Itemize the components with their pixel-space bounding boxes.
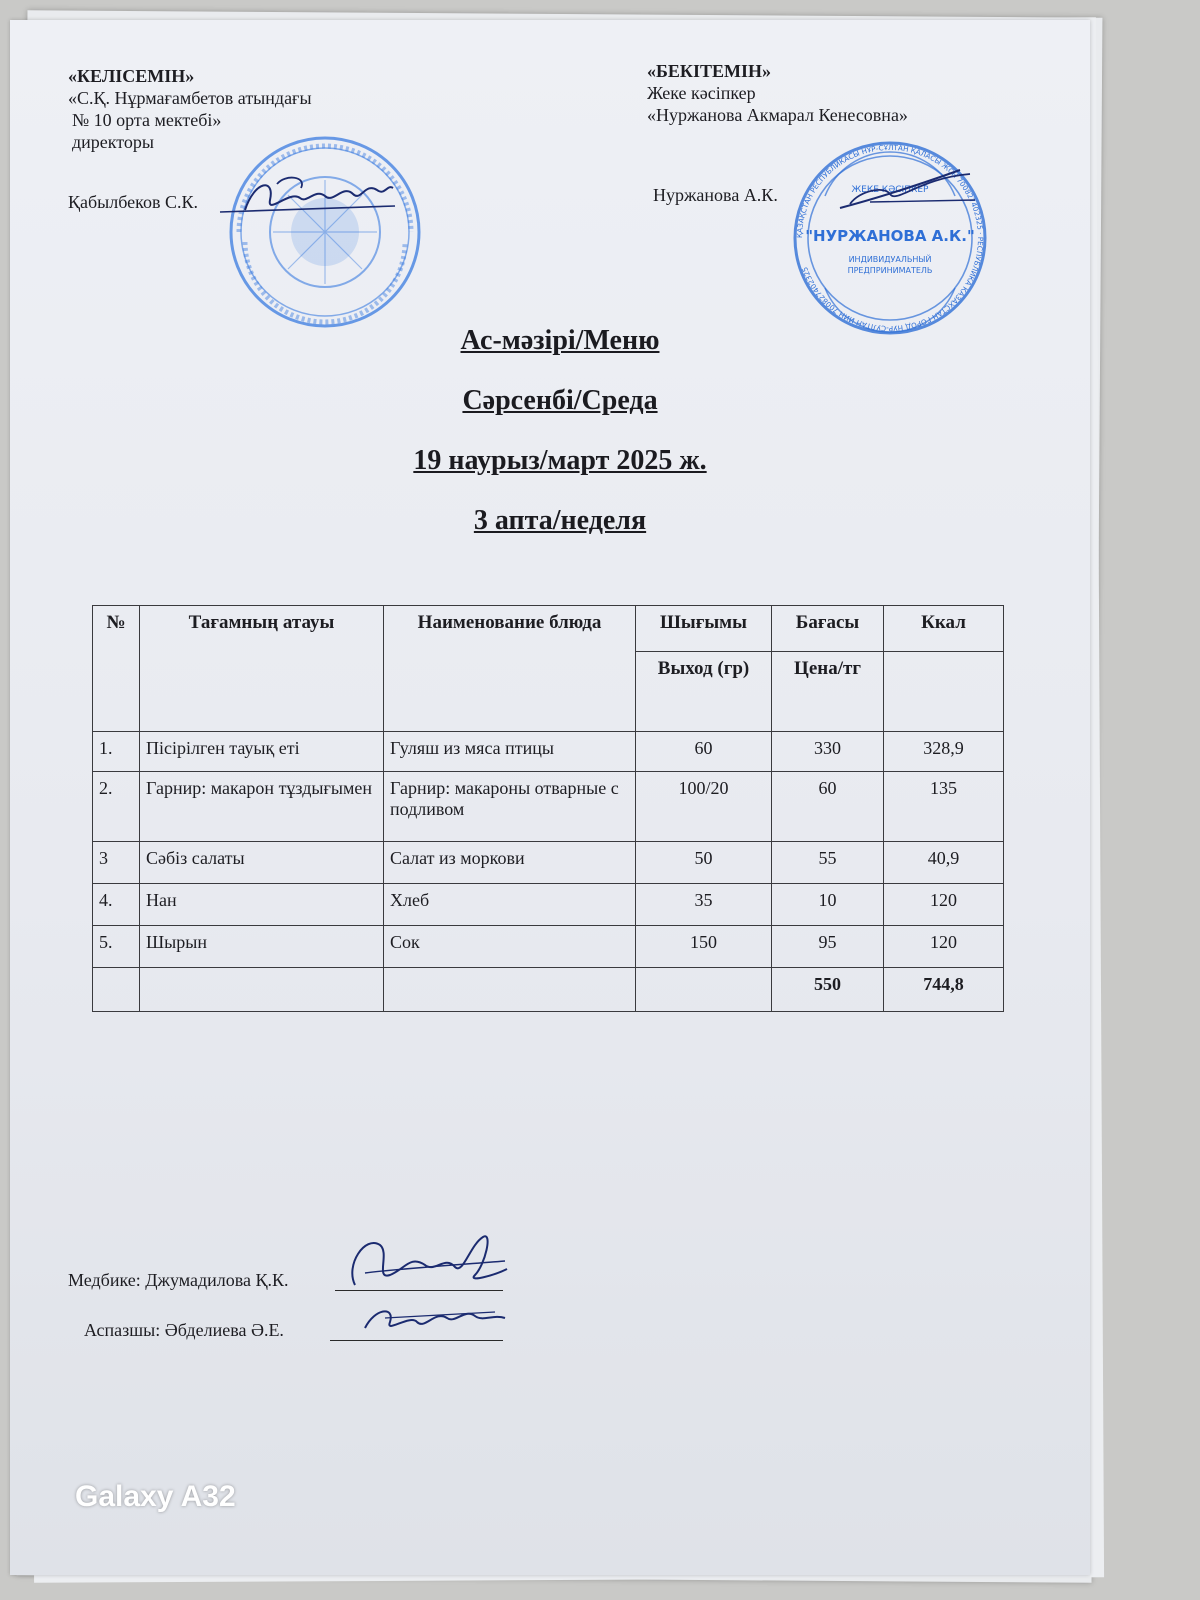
approval-right-signer: Нуржанова А.К. <box>653 185 778 205</box>
row-num: 2. <box>93 772 140 842</box>
approval-right-block <box>647 60 908 126</box>
row-num: 4. <box>93 884 140 926</box>
row-price: 10 <box>772 884 884 926</box>
row-price: 330 <box>772 732 884 772</box>
row-name-ru: Салат из моркови <box>384 842 636 884</box>
row-name-ru: Хлеб <box>384 884 636 926</box>
entrepreneur-signature-icon <box>830 160 980 220</box>
total-empty-ru <box>384 968 636 1012</box>
row-kcal: 135 <box>884 772 1004 842</box>
nurse-label: Медбике: Джумадилова Қ.К. <box>68 1270 289 1290</box>
row-name-kz: Гарнир: макарон тұздығымен <box>140 772 384 842</box>
menu-document <box>10 20 1090 1575</box>
stamp-top-text: ЖЕКЕ КӘСІПКЕР <box>851 185 929 195</box>
row-name-ru: Гарнир: макароны отварные с подливом <box>384 772 636 842</box>
total-empty-num <box>93 968 140 1012</box>
row-kcal: 120 <box>884 884 1004 926</box>
table-row <box>93 842 1004 884</box>
cook-signature-icon <box>355 1288 515 1348</box>
total-kcal: 744,8 <box>884 968 1004 1012</box>
header-kcal-sub <box>884 652 1004 732</box>
row-num: 3 <box>93 842 140 884</box>
approval-right-title: «БЕКІТЕМІН» <box>647 61 771 81</box>
header-yield: Шығымы <box>636 606 772 652</box>
row-name-kz: Пісірілген тауық еті <box>140 732 384 772</box>
approval-left-line3: директоры <box>72 132 155 152</box>
row-price: 55 <box>772 842 884 884</box>
row-num: 5. <box>93 926 140 968</box>
table-header-row <box>93 606 1004 652</box>
school-seal-icon <box>225 132 425 332</box>
row-price: 95 <box>772 926 884 968</box>
stamp-center-text: "НУРЖАНОВА А.К." <box>805 227 975 245</box>
approval-right-line2: «Нуржанова Акмарал Кенесовна» <box>647 105 908 125</box>
stamp-sub2-text: ПРЕДПРИНИМАТЕЛЬ <box>847 266 933 275</box>
stamp-ring-text: ҚАЗАҚСТАН РЕСПУБЛИКАСЫ НҰР-СҰЛТАН ҚАЛАСЫ ЖСН 700827402325 · РЕСПУБЛИКА КАЗАХСТАН ГОРОД НУР-СУЛТАН ИИН 700827402325 <box>794 142 986 334</box>
row-name-kz: Нан <box>140 884 384 926</box>
header-price-sub: Цена/тг <box>772 652 884 732</box>
total-empty-kz <box>140 968 384 1012</box>
row-yield: 150 <box>636 926 772 968</box>
week-title: 3 апта/неделя <box>473 505 647 536</box>
cook-label: Аспазшы: Әбделиева Ә.Е. <box>84 1320 284 1340</box>
table-row <box>93 732 1004 772</box>
table-total-row <box>93 968 1004 1012</box>
row-name-ru: Сок <box>384 926 636 968</box>
approval-right-line1: Жеке кәсіпкер <box>647 83 756 103</box>
approval-left-signer: Қабылбеков С.К. <box>68 192 198 212</box>
header-name-ru: Наименование блюда <box>384 606 636 732</box>
menu-title: Ас-мәзірі/Меню <box>460 325 660 356</box>
header-name-kz: Тағамның атауы <box>140 606 384 732</box>
row-kcal: 40,9 <box>884 842 1004 884</box>
header-num: № <box>93 606 140 732</box>
row-yield: 35 <box>636 884 772 926</box>
header-price: Бағасы <box>772 606 884 652</box>
director-signature-icon <box>215 170 405 230</box>
row-num: 1. <box>93 732 140 772</box>
total-price: 550 <box>772 968 884 1012</box>
header-yield-sub: Выход (гр) <box>636 652 772 732</box>
table-row <box>93 884 1004 926</box>
approval-left-line2: № 10 орта мектебі» <box>72 110 222 130</box>
row-price: 60 <box>772 772 884 842</box>
row-yield: 60 <box>636 732 772 772</box>
stamp-sub1-text: ИНДИВИДУАЛЬНЫЙ <box>848 255 932 264</box>
row-name-ru: Гуляш из мяса птицы <box>384 732 636 772</box>
approval-left-title: «КЕЛІСЕМІН» <box>68 66 195 86</box>
row-kcal: 328,9 <box>884 732 1004 772</box>
table-row <box>93 926 1004 968</box>
row-name-kz: Шырын <box>140 926 384 968</box>
menu-table <box>92 605 1004 1012</box>
row-yield: 50 <box>636 842 772 884</box>
header-kcal: Ккал <box>884 606 1004 652</box>
total-empty-yield <box>636 968 772 1012</box>
table-row <box>93 772 1004 842</box>
row-yield: 100/20 <box>636 772 772 842</box>
row-name-kz: Сәбіз салаты <box>140 842 384 884</box>
approval-left-line1: «С.Қ. Нұрмағамбетов атындағы <box>68 88 312 108</box>
row-kcal: 120 <box>884 926 1004 968</box>
camera-watermark: Galaxy A32 <box>75 1480 236 1513</box>
date-title: 19 наурыз/март 2025 ж. <box>413 445 707 476</box>
day-title: Сәрсенбі/Среда <box>462 385 658 416</box>
